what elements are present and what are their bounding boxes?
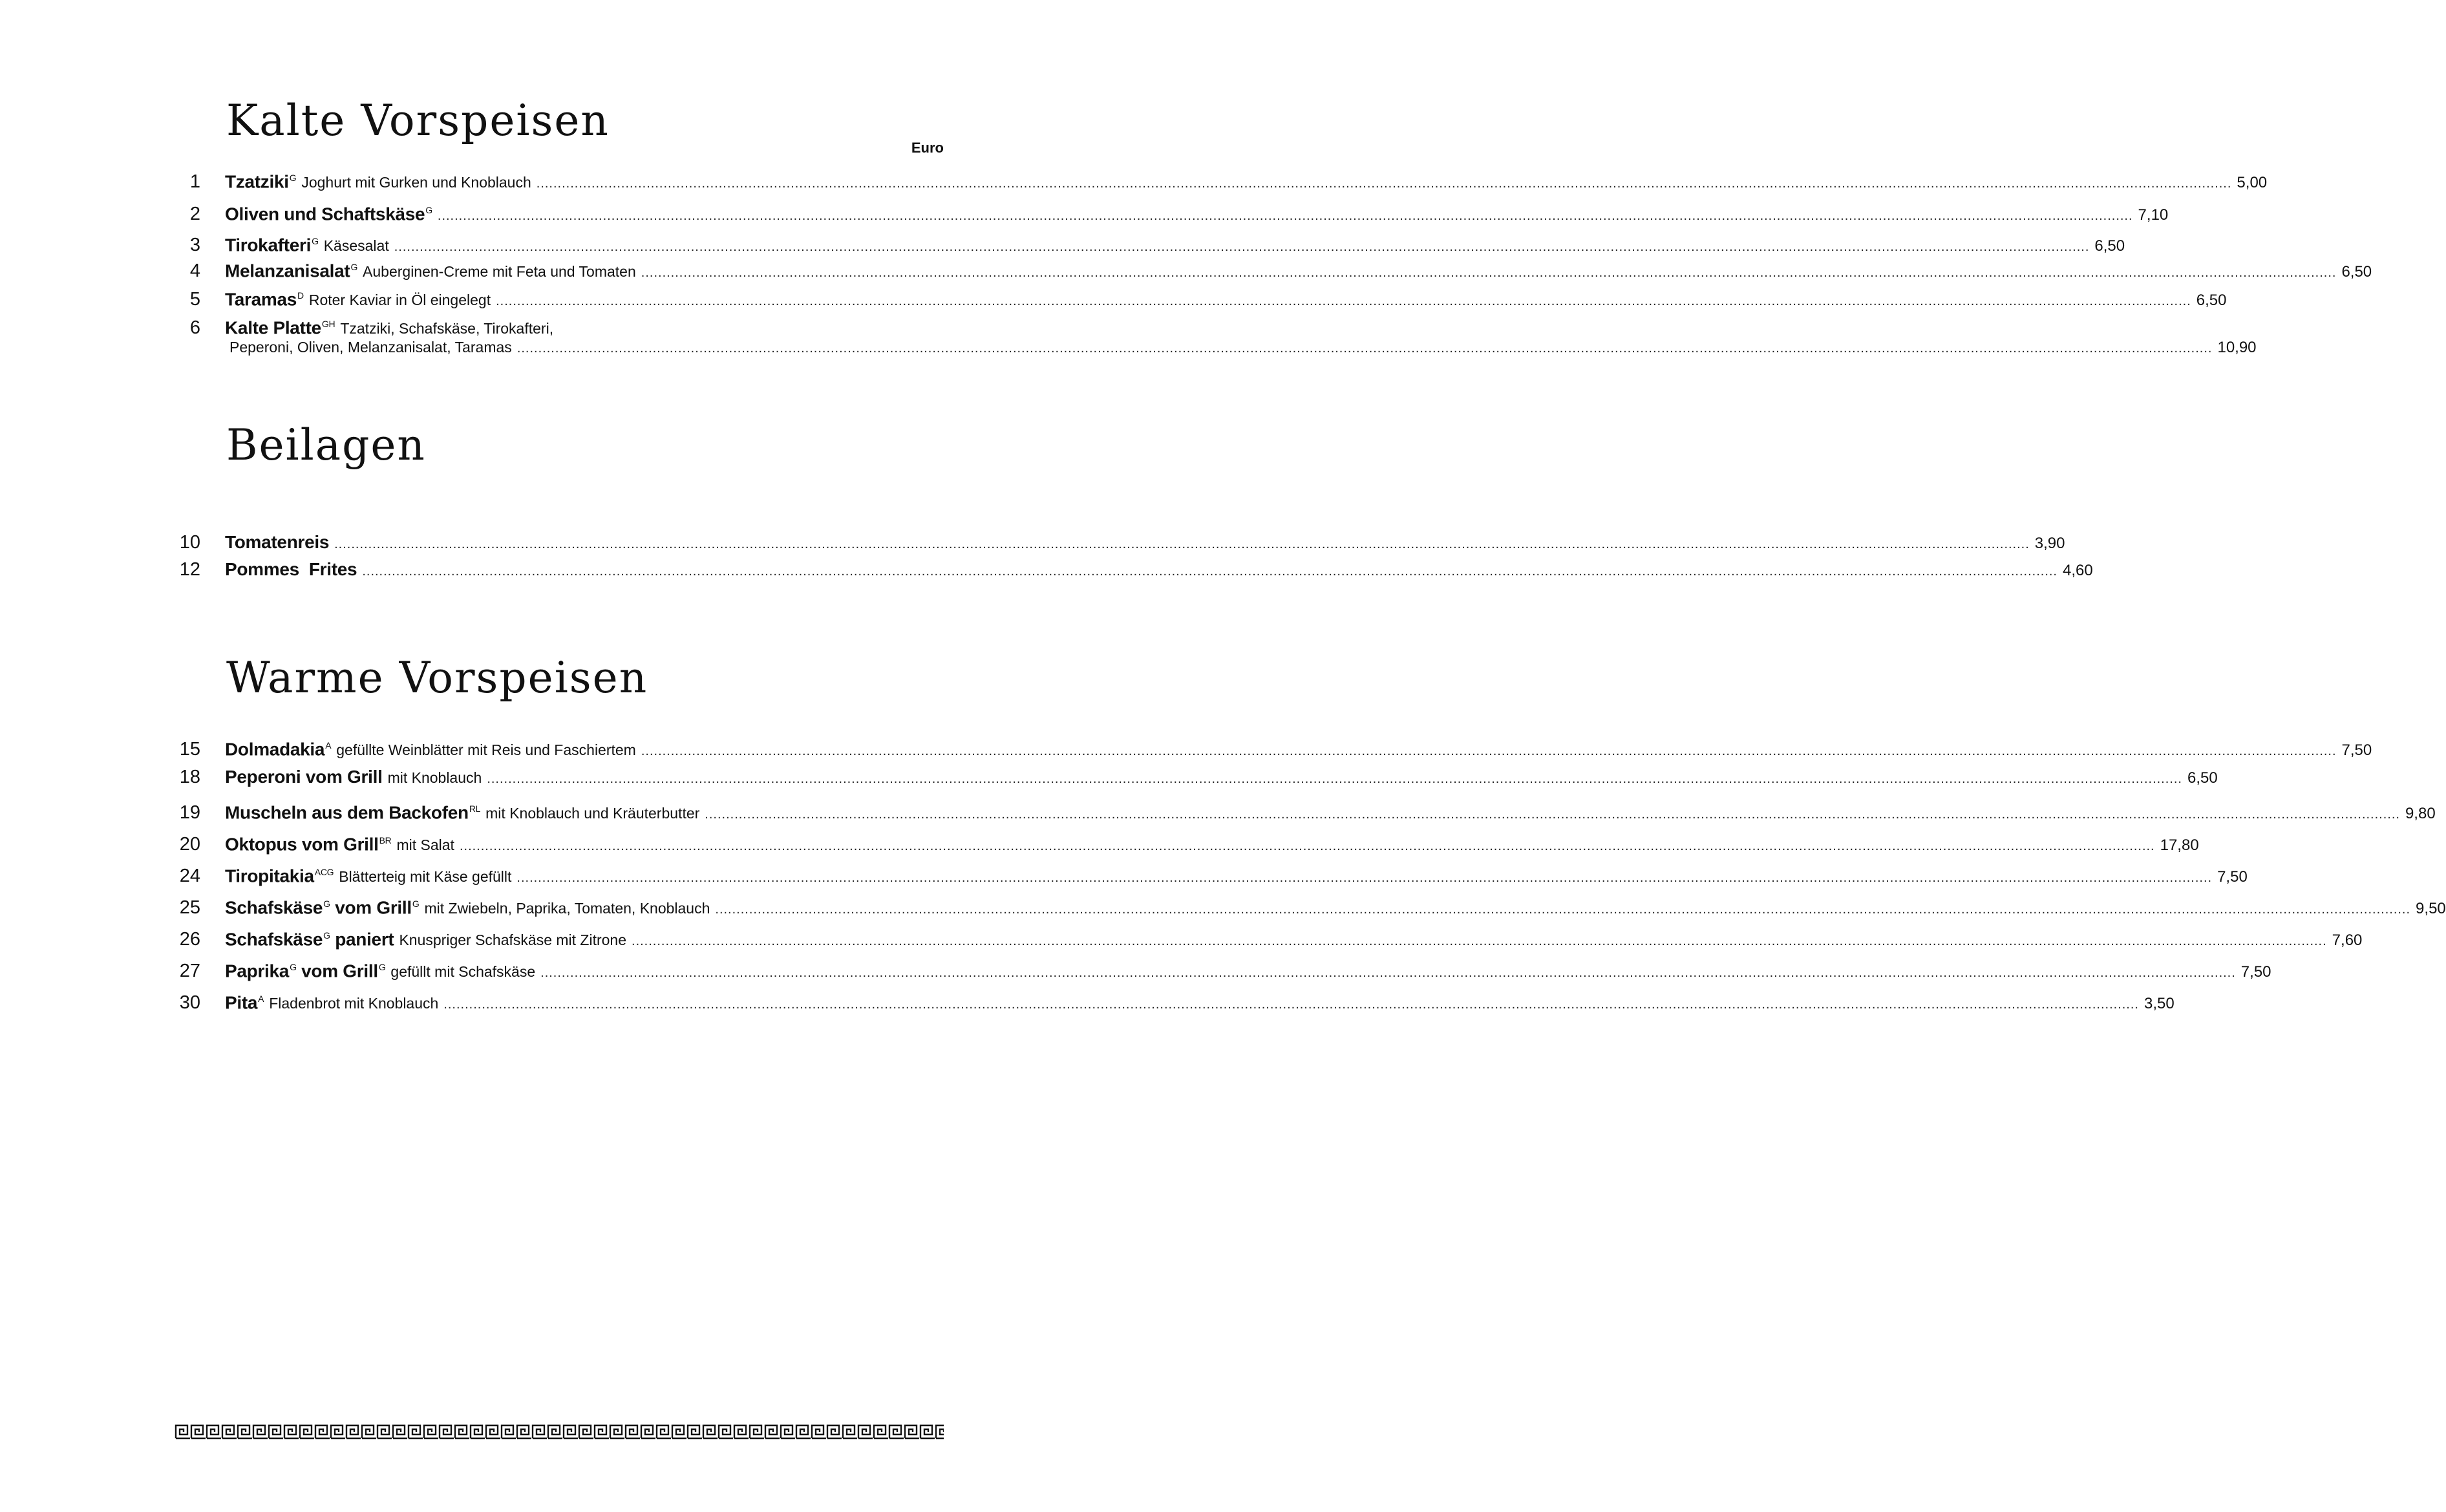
allergen-code: G (323, 930, 330, 941)
item-description: Blätterteig mit Käse gefüllt (339, 868, 512, 886)
dot-leader: ................................................................................................................................................................................................................................................................................................................................................................................................................ (487, 772, 2182, 786)
item-price: 7,60 (2332, 932, 2363, 950)
dot-leader: ................................................................................................................................................................................................................................................................................................................................................................................................................ (715, 902, 2411, 917)
greek-key-border (175, 1424, 944, 1440)
item-price: 6,50 (2196, 292, 2227, 310)
menu-item (155, 829, 2199, 857)
allergen-code: G (290, 962, 297, 972)
dot-leader: ................................................................................................................................................................................................................................................................................................................................................................................................................ (516, 341, 2213, 356)
dot-leader: ................................................................................................................................................................................................................................................................................................................................................................................................................ (459, 839, 2155, 854)
dot-leader: ................................................................................................................................................................................................................................................................................................................................................................................................................ (536, 176, 2232, 191)
item-number: 15 (179, 739, 200, 760)
dot-leader: ................................................................................................................................................................................................................................................................................................................................................................................................................ (496, 294, 2191, 309)
item-description: Auberginen-Creme mit Feta und Tomaten (363, 263, 636, 281)
allergen-code: G (312, 236, 319, 246)
item-price: 7,50 (2217, 868, 2248, 886)
currency-label: Euro (911, 140, 944, 156)
item-number: 27 (179, 961, 200, 982)
item-number: 24 (179, 866, 200, 887)
item-name: Schafskäse$^G$ paniert (225, 929, 394, 950)
item-price: 6,50 (2341, 263, 2372, 281)
item-number: 5 (189, 289, 200, 310)
item-name: Melanzanisalat$^G$ (225, 261, 358, 281)
menu-item (155, 956, 2271, 984)
item-price: 9,50 (2416, 900, 2446, 918)
allergen-code: G (350, 262, 358, 272)
item-name: Tiropitakia$^{ACG}$ (225, 866, 334, 886)
item-price: 5,00 (2237, 174, 2268, 192)
item-description: gefüllt mit Schafskäse (390, 963, 536, 981)
menu-item (155, 766, 2218, 790)
dot-leader: ................................................................................................................................................................................................................................................................................................................................................................................................................ (437, 209, 2133, 224)
section-title-kalte-vorspeisen: Kalte Vorspeisen (226, 96, 610, 145)
item-description: mit Knoblauch und Kräuterbutter (485, 805, 700, 822)
allergen-code: G (378, 962, 386, 972)
allergen-code: RL (469, 804, 481, 814)
item-name: Muscheln aus dem Backofen$^{RL}$ (225, 802, 481, 823)
menu-item (155, 893, 2446, 921)
dot-leader: ................................................................................................................................................................................................................................................................................................................................................................................................................ (641, 266, 2337, 281)
item-name: Pommes Frites (225, 559, 357, 579)
item-description: mit Salat (396, 836, 454, 854)
dot-leader: ................................................................................................................................................................................................................................................................................................................................................................................................................ (394, 240, 2090, 255)
item-price: 6,50 (2187, 769, 2218, 787)
item-price: 3,90 (2034, 535, 2065, 552)
menu-item (155, 924, 2363, 952)
item-name: Schafskäse$^G$ vom Grill$^G$ (225, 897, 420, 918)
item-price: 7,10 (2138, 206, 2169, 224)
item-number: 2 (189, 204, 200, 225)
allergen-code: ACG (314, 867, 334, 877)
item-description: Fladenbrot mit Knoblauch (269, 995, 439, 1012)
item-name: Pita$^A$ (225, 992, 264, 1013)
item-name: Tirokafteri$^G$ (225, 235, 319, 255)
item-number: 18 (179, 767, 200, 787)
item-number: 25 (179, 897, 200, 919)
item-number: 1 (189, 171, 200, 193)
item-number: 3 (189, 235, 200, 256)
item-description: Peperoni, Oliven, Melanzanisalat, Taramas (229, 339, 512, 356)
item-description: mit Knoblauch (387, 769, 482, 786)
menu-item (155, 199, 2169, 227)
item-name: Paprika$^G$ vom Grill$^G$ (225, 961, 386, 981)
section-title-warme-vorspeisen: Warme Vorspeisen (226, 653, 648, 703)
item-name: Peperoni vom Grill (225, 767, 383, 787)
item-price: 4,60 (2062, 562, 2093, 579)
item-number: 20 (179, 834, 200, 855)
allergen-code: G (289, 173, 297, 183)
item-price: 10,90 (2217, 339, 2257, 356)
item-price: 17,80 (2160, 836, 2199, 855)
menu-item-continuation (155, 336, 2257, 359)
allergen-code: GH (321, 319, 335, 329)
menu-item (155, 531, 2065, 555)
item-number: 4 (189, 261, 200, 282)
item-description: Tzatziki, Schafskäse, Tirokafteri, (340, 320, 554, 337)
dot-leader: ................................................................................................................................................................................................................................................................................................................................................................................................................ (334, 537, 2030, 551)
item-description: Roter Kaviar in Öl eingelegt (308, 292, 491, 309)
item-name: Oliven und Schaftskäse$^G$ (225, 204, 432, 224)
menu-item (155, 798, 2436, 825)
item-number: 30 (179, 992, 200, 1014)
menu-item (155, 256, 2372, 284)
dot-leader: ................................................................................................................................................................................................................................................................................................................................................................................................................ (705, 807, 2400, 822)
item-number: 12 (179, 559, 200, 580)
item-name: Kalte Platte$^{GH}$ (225, 317, 335, 338)
menu-item (155, 284, 2227, 312)
menu-item (155, 861, 2248, 889)
item-description: gefüllte Weinblätter mit Reis und Faschiertem (336, 741, 636, 759)
menu-item (155, 988, 2175, 1016)
item-number: 19 (179, 802, 200, 824)
section-title-beilagen: Beilagen (226, 420, 426, 470)
item-name: Taramas$^D$ (225, 289, 304, 310)
menu-item (155, 167, 2268, 195)
allergen-code: G (412, 899, 420, 909)
allergen-code: A (258, 994, 264, 1004)
item-price: 9,80 (2405, 805, 2436, 823)
allergen-code: G (425, 205, 432, 215)
menu-item (155, 734, 2372, 762)
item-number: 6 (189, 317, 200, 339)
item-name: Tomatenreis (225, 532, 330, 552)
allergen-code: A (325, 740, 332, 751)
allergen-code: D (297, 290, 304, 301)
item-number: 26 (179, 929, 200, 950)
item-description: Joghurt mit Gurken und Knoblauch (301, 174, 531, 191)
dot-leader: ................................................................................................................................................................................................................................................................................................................................................................................................................ (540, 966, 2236, 981)
item-price: 3,50 (2143, 995, 2175, 1013)
item-name: Tzatziki$^G$ (225, 171, 297, 192)
dot-leader: ................................................................................................................................................................................................................................................................................................................................................................................................................ (443, 997, 2139, 1012)
dot-leader: ................................................................................................................................................................................................................................................................................................................................................................................................................ (516, 871, 2213, 886)
menu-item (155, 559, 2093, 582)
dot-leader: ................................................................................................................................................................................................................................................................................................................................................................................................................ (632, 934, 2327, 949)
item-name: Dolmadakia$^A$ (225, 739, 332, 760)
item-description: Käsesalat (323, 237, 389, 255)
item-price: 7,50 (2341, 741, 2372, 760)
allergen-code: BR (379, 835, 392, 846)
item-name: Oktopus vom Grill$^{BR}$ (225, 834, 392, 855)
item-number: 10 (179, 532, 200, 553)
dot-leader: ................................................................................................................................................................................................................................................................................................................................................................................................................ (362, 564, 2058, 579)
menu-item (155, 230, 2125, 258)
dot-leader: ................................................................................................................................................................................................................................................................................................................................................................................................................ (641, 744, 2337, 759)
item-description: mit Zwiebeln, Paprika, Tomaten, Knoblauch (424, 900, 710, 917)
item-price: 7,50 (2240, 963, 2271, 981)
allergen-code: G (323, 899, 330, 909)
item-description: Knuspriger Schafskäse mit Zitrone (399, 932, 627, 949)
item-price: 6,50 (2094, 237, 2125, 255)
